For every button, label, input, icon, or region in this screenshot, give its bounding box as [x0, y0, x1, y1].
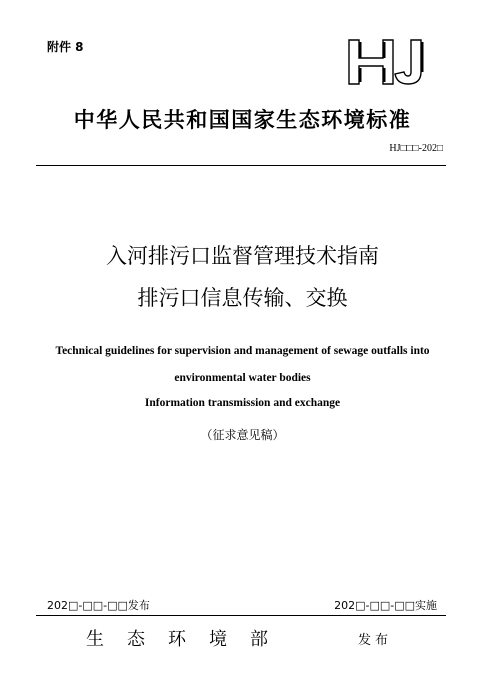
english-subtitle: Information transmission and exchange: [144, 397, 341, 409]
hj-logo-mark: [343, 36, 435, 88]
standard-code: HJ□□□-202□: [389, 143, 443, 154]
issue-label: 发布: [358, 633, 393, 648]
title-main: 入河排污口监督管理技术指南: [106, 244, 379, 268]
attachment-label: 附件 8: [47, 40, 84, 54]
implementation-date: 202□-□□-□□实施: [334, 599, 437, 612]
top-divider: [36, 165, 446, 166]
standard-category: 中华人民共和国国家生态环境标准: [73, 108, 412, 132]
hj-logo: [343, 36, 435, 88]
issuing-authority: 生态环境部: [86, 629, 291, 650]
english-title-line2: environmental water bodies: [174, 372, 311, 384]
title-sub: 排污口信息传输、交换: [137, 286, 348, 310]
draft-note: （征求意见稿）: [200, 428, 285, 442]
issue-date: 202□-□□-□□发布: [47, 599, 150, 612]
english-title-line1: Technical guidelines for supervision and management of sewage outfalls into: [55, 345, 430, 357]
bottom-divider: [36, 615, 446, 616]
hj-logo-text: HJ: [343, 36, 345, 37]
